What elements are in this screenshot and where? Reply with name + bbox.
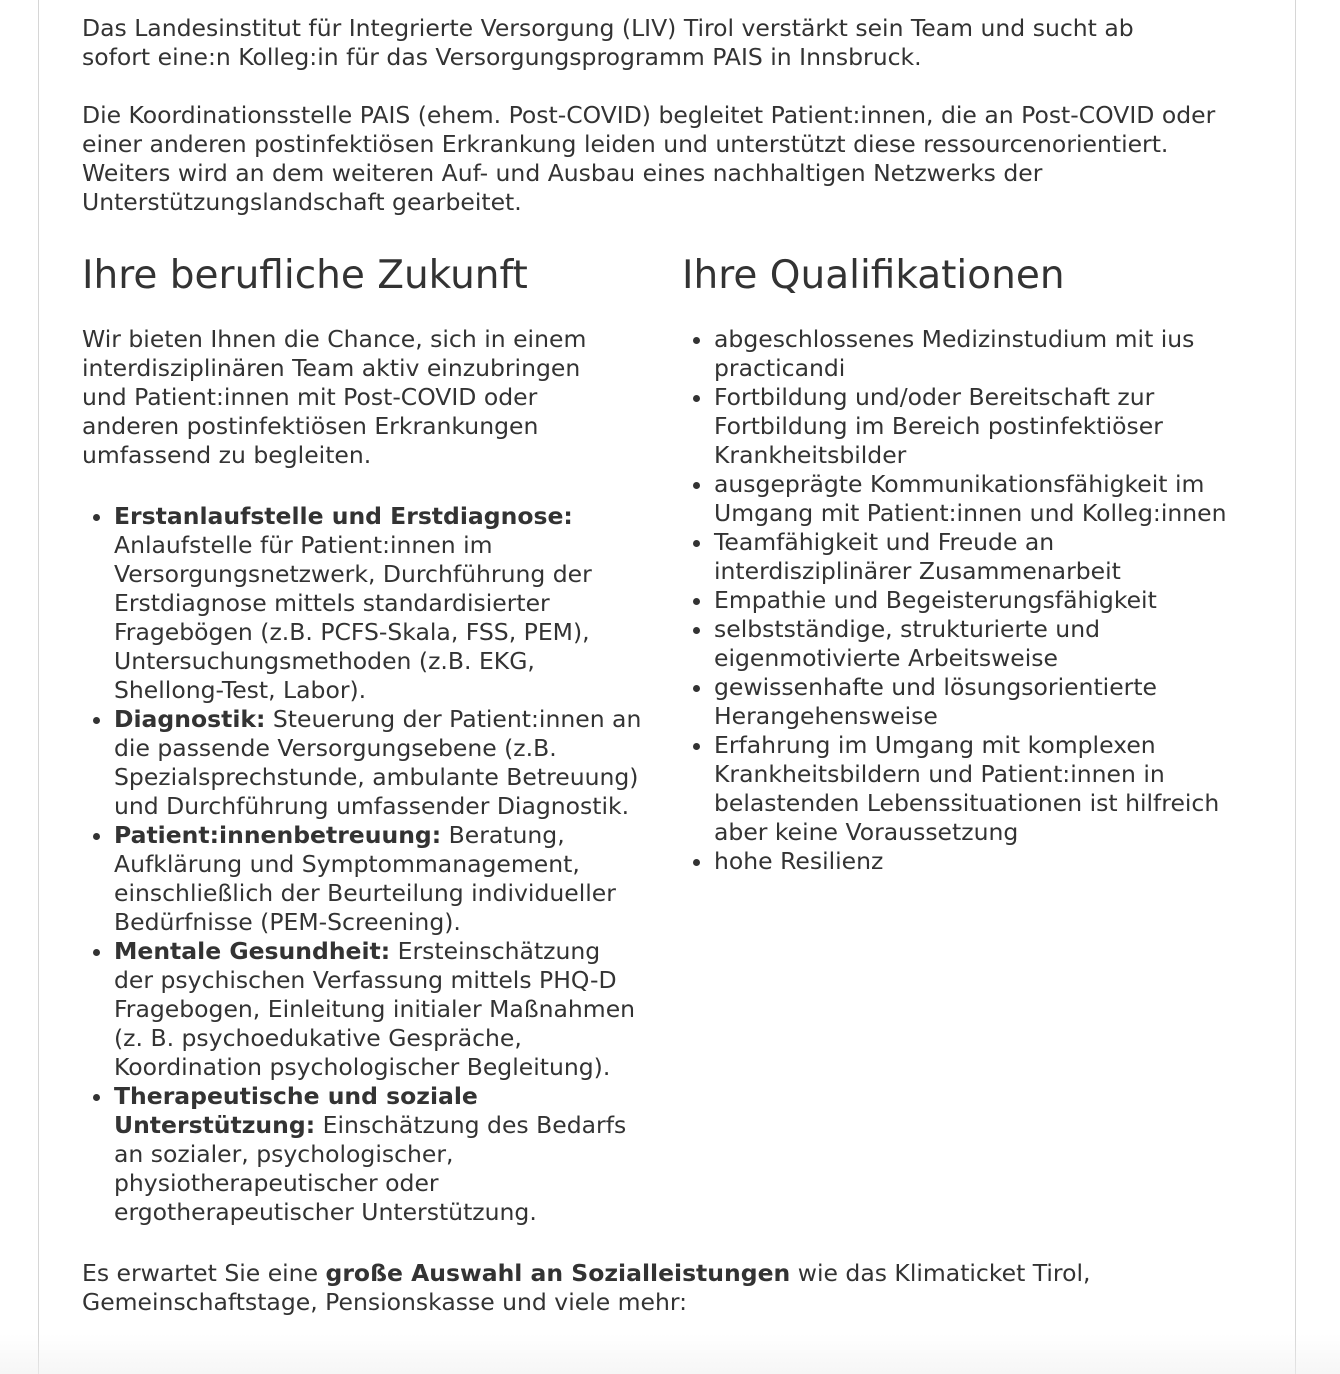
task-item (114, 705, 644, 821)
two-column-section (82, 253, 1242, 1227)
task-list (82, 502, 644, 1227)
task-text: Einschätzung des Bedarfs an sozialer, psychologischer, physiotherapeutischer oder ergotherapeutischer Unterstützung. (114, 1111, 627, 1226)
task-title: Erstanlaufstelle und Erstdiagnose: (114, 502, 573, 530)
task-item (114, 937, 644, 1082)
qualifications-list (682, 325, 1244, 876)
task-item (114, 502, 644, 705)
qualification-item: • gewissenhafte und lösungsorientierte Herangehensweise (714, 673, 1244, 731)
task-title: Mentale Gesundheit: (114, 937, 391, 965)
benefits-suffix: wie das Klimaticket Tirol, Gemeinschaftstage, Pensionskasse und viele mehr: (82, 1259, 1091, 1316)
qualification-item: • Teamfähigkeit und Freude an interdisziplinärer Zusammenarbeit (714, 528, 1244, 586)
task-title: Therapeutische und soziale Unterstützung: (114, 1082, 478, 1139)
program-description-paragraph: Die Koordinationsstelle PAIS (ehem. Post-COVID) begleitet Patient:innen, die an Post-COVID oder einer anderen postinfektiösen Erkrankung leiden und unterstützt diese ressourcenorientiert. Weiters wird an dem weiteren Auf- und Ausbau eines nachhaltigen Netzwerks der Unterstützungslandschaft gearbeitet. (82, 101, 1216, 216)
qualification-item: • abgeschlossenes Medizinstudium mit ius practicandi (714, 325, 1244, 383)
intro-paragraph: Das Landesinstitut für Integrierte Versorgung (LIV) Tirol verstärkt sein Team und sucht ab sofort eine:n Kolleg:in für das Versorgungsprogramm PAIS in Innsbruck. (82, 14, 1134, 71)
qualification-item: • selbstständige, strukturierte und eigenmotivierte Arbeitsweise (714, 615, 1244, 673)
benefits-prefix: Es erwartet Sie eine (82, 1259, 326, 1287)
qualifications-column (682, 253, 1242, 1227)
task-title: Diagnostik: (114, 705, 266, 733)
qualifications-heading: Ihre Qualifikationen (682, 253, 1065, 298)
task-text: Beratung, Aufklärung und Symptommanagement, einschließlich der Beurteilung individueller Bedürfnisse (PEM-Screening). (114, 821, 616, 936)
career-heading: Ihre berufliche Zukunft (82, 253, 528, 298)
task-text: Anlaufstelle für Patient:innen im Versorgungsnetzwerk, Durchführung der Erstdiagnose mittels standardisierter Fragebögen (z.B. PCFS-Skala, FSS, PEM), Untersuchungsmethoden (z.B. EKG, Shellong-Test, Labor). (114, 531, 592, 704)
career-column (82, 253, 642, 1227)
qualification-item: • Fortbildung und/oder Bereitschaft zur Fortbildung im Bereich postinfektiöser Krankheitsbilder (714, 383, 1244, 470)
career-description: Wir bieten Ihnen die Chance, sich in einem interdisziplinären Team aktiv einzubringen und Patient:innen mit Post-COVID oder anderen postinfektiösen Erkrankungen umfassend zu begleiten. (82, 325, 587, 469)
qualification-item: • ausgeprägte Kommunikationsfähigkeit im Umgang mit Patient:innen und Kolleg:innen (714, 470, 1244, 528)
benefits-highlight: große Auswahl an Sozialleistungen (325, 1259, 791, 1287)
qualification-item: • hohe Resilienz (714, 847, 1244, 876)
task-text: Ersteinschätzung der psychischen Verfassung mittels PHQ-D Fragebogen, Einleitung initialer Maßnahmen (z. B. psychoedukative Gespräche, Koordination psychologischer Begleitung). (114, 937, 636, 1081)
qualification-item: • Empathie und Begeisterungsfähigkeit (714, 586, 1244, 615)
qualification-item: • Erfahrung im Umgang mit komplexen Krankheitsbildern und Patient:innen in belastenden Lebenssituationen ist hilfreich aber keine Voraussetzung (714, 731, 1244, 847)
task-item (114, 821, 644, 937)
task-item (114, 1082, 644, 1227)
job-posting-content (82, 14, 1242, 1317)
task-text: Steuerung der Patient:innen an die passende Versorgungsebene (z.B. Spezialsprechstunde, ambulante Betreuung) und Durchführung umfassender Diagnostik. (114, 705, 642, 820)
benefits-paragraph (82, 1259, 1182, 1317)
task-title: Patient:innenbetreuung: (114, 821, 442, 849)
